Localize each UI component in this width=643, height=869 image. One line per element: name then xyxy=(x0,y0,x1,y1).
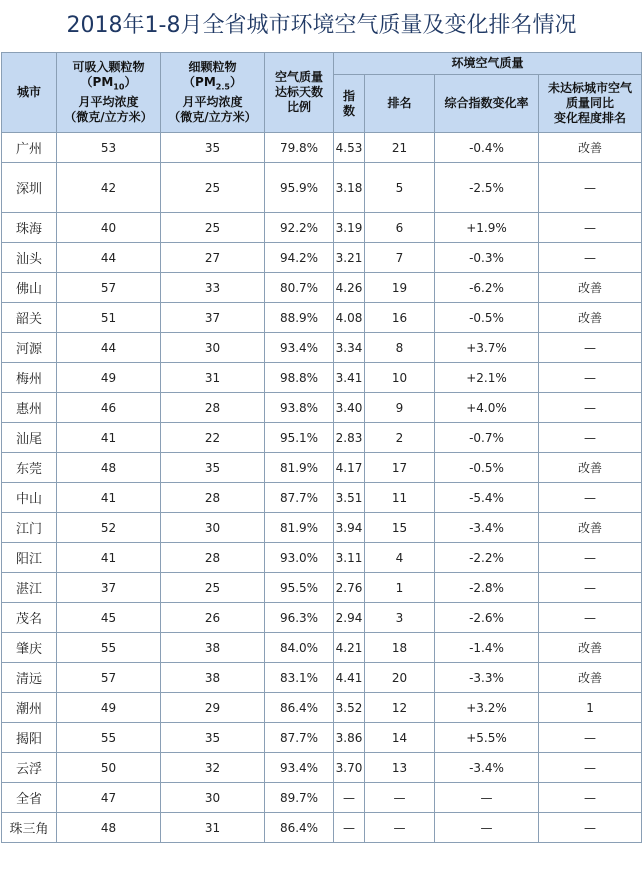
cell-change: -3.3% xyxy=(435,663,539,693)
cell-pm10: 44 xyxy=(57,243,161,273)
cell-city: 汕头 xyxy=(2,243,57,273)
header-pm25-post: ） xyxy=(229,75,242,90)
cell-index: 3.40 xyxy=(334,393,365,423)
cell-city: 梅州 xyxy=(2,363,57,393)
table-row xyxy=(2,573,642,603)
cell-nonstd: — xyxy=(539,813,642,843)
cell-pm25: 35 xyxy=(161,133,265,163)
cell-index: 2.76 xyxy=(334,573,365,603)
cell-rank: 7 xyxy=(365,243,435,273)
header-nonstd-line2: 质量同比 xyxy=(566,96,615,110)
cell-rank: 20 xyxy=(365,663,435,693)
cell-city: 揭阳 xyxy=(2,723,57,753)
cell-change: +4.0% xyxy=(435,393,539,423)
cell-pm10: 48 xyxy=(57,813,161,843)
cell-city: 汕尾 xyxy=(2,423,57,453)
cell-ratio: 93.4% xyxy=(265,333,334,363)
table-row xyxy=(2,693,642,723)
cell-pm10: 49 xyxy=(57,693,161,723)
cell-pm10: 55 xyxy=(57,723,161,753)
cell-index: 4.08 xyxy=(334,303,365,333)
cell-nonstd: — xyxy=(539,603,642,633)
cell-pm25: 25 xyxy=(161,573,265,603)
cell-pm10: 51 xyxy=(57,303,161,333)
cell-pm25: 35 xyxy=(161,723,265,753)
cell-index: 4.21 xyxy=(334,633,365,663)
cell-rank: — xyxy=(365,783,435,813)
table-row xyxy=(2,453,642,483)
table-row xyxy=(2,243,642,273)
cell-index: 3.41 xyxy=(334,363,365,393)
cell-pm25: 38 xyxy=(161,633,265,663)
cell-nonstd: 改善 xyxy=(539,453,642,483)
header-pm10-line2 xyxy=(57,75,160,94)
cell-pm25: 28 xyxy=(161,393,265,423)
cell-change: +1.9% xyxy=(435,213,539,243)
cell-ratio: 98.8% xyxy=(265,363,334,393)
cell-change: +3.2% xyxy=(435,693,539,723)
cell-nonstd: 改善 xyxy=(539,513,642,543)
cell-change: -2.8% xyxy=(435,573,539,603)
table-row xyxy=(2,513,642,543)
cell-rank: 2 xyxy=(365,423,435,453)
air-quality-table xyxy=(1,52,642,843)
header-rank: 排名 xyxy=(365,75,435,133)
cell-change: -2.2% xyxy=(435,543,539,573)
header-pm25-line1: 细颗粒物 xyxy=(188,60,237,75)
table-row xyxy=(2,363,642,393)
cell-ratio: 95.5% xyxy=(265,573,334,603)
table-row xyxy=(2,603,642,633)
cell-ratio: 94.2% xyxy=(265,243,334,273)
cell-rank: 13 xyxy=(365,753,435,783)
cell-city: 云浮 xyxy=(2,753,57,783)
cell-city: 东莞 xyxy=(2,453,57,483)
cell-nonstd: — xyxy=(539,243,642,273)
cell-rank: 4 xyxy=(365,543,435,573)
cell-rank: 16 xyxy=(365,303,435,333)
cell-pm10: 49 xyxy=(57,363,161,393)
cell-index: 4.41 xyxy=(334,663,365,693)
header-pm10-pre: （PM xyxy=(80,75,114,90)
table-row xyxy=(2,163,642,213)
cell-ratio: 95.9% xyxy=(265,163,334,213)
table-row xyxy=(2,483,642,513)
page-title: 2018年1-8月全省城市环境空气质量及变化排名情况 xyxy=(66,13,577,38)
cell-pm25: 28 xyxy=(161,483,265,513)
cell-change: -3.4% xyxy=(435,753,539,783)
cell-nonstd: — xyxy=(539,213,642,243)
cell-pm10: 57 xyxy=(57,273,161,303)
cell-change: -0.5% xyxy=(435,303,539,333)
cell-pm10: 42 xyxy=(57,163,161,213)
cell-change: -2.6% xyxy=(435,603,539,633)
header-pm10-sub: 10 xyxy=(113,82,125,92)
cell-city: 江门 xyxy=(2,513,57,543)
header-change: 综合指数变化率 xyxy=(435,75,539,133)
cell-nonstd: — xyxy=(539,753,642,783)
cell-city: 茂名 xyxy=(2,603,57,633)
cell-nonstd: 改善 xyxy=(539,303,642,333)
cell-rank: 3 xyxy=(365,603,435,633)
table-body xyxy=(2,133,642,843)
cell-nonstd: — xyxy=(539,393,642,423)
cell-pm25: 31 xyxy=(161,363,265,393)
header-ratio-line2: 达标天数 xyxy=(274,85,323,99)
cell-pm10: 41 xyxy=(57,483,161,513)
header-pm25-pre: （PM xyxy=(183,75,216,90)
cell-pm25: 38 xyxy=(161,663,265,693)
cell-city: 深圳 xyxy=(2,163,57,213)
cell-ratio: 86.4% xyxy=(265,813,334,843)
cell-ratio: 93.8% xyxy=(265,393,334,423)
header-pm25-line3: 月平均浓度 xyxy=(182,94,243,109)
cell-city: 湛江 xyxy=(2,573,57,603)
cell-city: 惠州 xyxy=(2,393,57,423)
cell-ratio: 86.4% xyxy=(265,693,334,723)
cell-index: 3.52 xyxy=(334,693,365,723)
cell-pm25: 25 xyxy=(161,163,265,213)
cell-pm25: 22 xyxy=(161,423,265,453)
cell-ratio: 89.7% xyxy=(265,783,334,813)
cell-rank: 17 xyxy=(365,453,435,483)
cell-ratio: 79.8% xyxy=(265,133,334,163)
cell-ratio: 92.2% xyxy=(265,213,334,243)
cell-pm10: 48 xyxy=(57,453,161,483)
cell-index: 3.70 xyxy=(334,753,365,783)
cell-pm10: 57 xyxy=(57,663,161,693)
cell-city: 中山 xyxy=(2,483,57,513)
cell-pm10: 53 xyxy=(57,133,161,163)
cell-pm10: 40 xyxy=(57,213,161,243)
cell-change: +3.7% xyxy=(435,333,539,363)
header-index-line1: 指 xyxy=(342,88,355,103)
header-pm25-sub: 2.5 xyxy=(215,82,230,92)
cell-city: 肇庆 xyxy=(2,633,57,663)
cell-nonstd: 1 xyxy=(539,693,642,723)
cell-change: +2.1% xyxy=(435,363,539,393)
header-ratio xyxy=(265,53,334,133)
cell-change: -3.4% xyxy=(435,513,539,543)
cell-ratio: 80.7% xyxy=(265,273,334,303)
cell-change: -0.4% xyxy=(435,133,539,163)
cell-nonstd: — xyxy=(539,333,642,363)
table-row xyxy=(2,423,642,453)
cell-pm25: 29 xyxy=(161,693,265,723)
cell-pm10: 50 xyxy=(57,753,161,783)
cell-index: 3.19 xyxy=(334,213,365,243)
cell-rank: 12 xyxy=(365,693,435,723)
cell-rank: 10 xyxy=(365,363,435,393)
header-pm25-line2 xyxy=(161,75,264,94)
cell-change: — xyxy=(435,783,539,813)
cell-index: 4.26 xyxy=(334,273,365,303)
header-pm10-line4: （微克/立方米） xyxy=(64,109,153,124)
table-row xyxy=(2,543,642,573)
cell-change: -1.4% xyxy=(435,633,539,663)
cell-pm10: 41 xyxy=(57,423,161,453)
cell-city: 珠海 xyxy=(2,213,57,243)
cell-nonstd: — xyxy=(539,423,642,453)
cell-pm25: 26 xyxy=(161,603,265,633)
cell-ratio: 88.9% xyxy=(265,303,334,333)
cell-pm10: 41 xyxy=(57,543,161,573)
cell-pm10: 47 xyxy=(57,783,161,813)
table-row xyxy=(2,213,642,243)
cell-index: 4.53 xyxy=(334,133,365,163)
cell-pm25: 30 xyxy=(161,333,265,363)
cell-index: 3.21 xyxy=(334,243,365,273)
header-pm10-line3: 月平均浓度 xyxy=(78,94,139,109)
header-city: 城市 xyxy=(2,53,57,133)
cell-ratio: 87.7% xyxy=(265,723,334,753)
cell-ratio: 87.7% xyxy=(265,483,334,513)
cell-city: 韶关 xyxy=(2,303,57,333)
header-pm25 xyxy=(161,53,265,133)
cell-nonstd: 改善 xyxy=(539,633,642,663)
cell-ratio: 84.0% xyxy=(265,633,334,663)
header-ratio-line1: 空气质量 xyxy=(274,70,323,84)
cell-change: -0.3% xyxy=(435,243,539,273)
table-row xyxy=(2,303,642,333)
cell-nonstd: — xyxy=(539,163,642,213)
cell-change: -0.7% xyxy=(435,423,539,453)
cell-nonstd: — xyxy=(539,483,642,513)
cell-change: -5.4% xyxy=(435,483,539,513)
header-aqi-group: 环境空气质量 xyxy=(334,53,642,75)
cell-pm10: 45 xyxy=(57,603,161,633)
cell-rank: 21 xyxy=(365,133,435,163)
table-row xyxy=(2,723,642,753)
cell-rank: 9 xyxy=(365,393,435,423)
header-nonstd-line3: 变化程度排名 xyxy=(554,111,627,125)
cell-index: 3.86 xyxy=(334,723,365,753)
cell-rank: — xyxy=(365,813,435,843)
cell-nonstd: — xyxy=(539,363,642,393)
cell-pm25: 28 xyxy=(161,543,265,573)
cell-pm25: 25 xyxy=(161,213,265,243)
table-row xyxy=(2,133,642,163)
cell-nonstd: — xyxy=(539,573,642,603)
table-row xyxy=(2,273,642,303)
cell-nonstd: — xyxy=(539,723,642,753)
cell-index: 3.94 xyxy=(334,513,365,543)
cell-pm25: 27 xyxy=(161,243,265,273)
table-row xyxy=(2,663,642,693)
cell-ratio: 93.4% xyxy=(265,753,334,783)
cell-index: 4.17 xyxy=(334,453,365,483)
cell-rank: 19 xyxy=(365,273,435,303)
cell-rank: 5 xyxy=(365,163,435,213)
cell-ratio: 95.1% xyxy=(265,423,334,453)
cell-rank: 15 xyxy=(365,513,435,543)
cell-change: +5.5% xyxy=(435,723,539,753)
cell-rank: 14 xyxy=(365,723,435,753)
header-ratio-line3: 比例 xyxy=(286,100,311,114)
cell-change: -6.2% xyxy=(435,273,539,303)
cell-pm10: 55 xyxy=(57,633,161,663)
cell-city: 全省 xyxy=(2,783,57,813)
cell-pm25: 30 xyxy=(161,513,265,543)
cell-change: -0.5% xyxy=(435,453,539,483)
cell-city: 河源 xyxy=(2,333,57,363)
cell-nonstd: — xyxy=(539,543,642,573)
table-row xyxy=(2,753,642,783)
cell-index: 3.51 xyxy=(334,483,365,513)
cell-index: 3.18 xyxy=(334,163,365,213)
header-nonstd xyxy=(539,75,642,133)
cell-change: — xyxy=(435,813,539,843)
header-pm10-post: ） xyxy=(124,75,137,90)
cell-rank: 8 xyxy=(365,333,435,363)
cell-nonstd: — xyxy=(539,783,642,813)
cell-city: 珠三角 xyxy=(2,813,57,843)
cell-nonstd: 改善 xyxy=(539,273,642,303)
cell-pm25: 31 xyxy=(161,813,265,843)
table-row xyxy=(2,633,642,663)
cell-index: 2.83 xyxy=(334,423,365,453)
cell-index: — xyxy=(334,813,365,843)
cell-ratio: 93.0% xyxy=(265,543,334,573)
header-pm25-line4: （微克/立方米） xyxy=(168,109,257,124)
cell-pm25: 32 xyxy=(161,753,265,783)
cell-ratio: 96.3% xyxy=(265,603,334,633)
header-pm10-line1: 可吸入颗粒物 xyxy=(72,60,145,75)
cell-index: 3.11 xyxy=(334,543,365,573)
cell-index: 2.94 xyxy=(334,603,365,633)
cell-index: 3.34 xyxy=(334,333,365,363)
header-index-line2: 数 xyxy=(342,103,355,118)
cell-city: 清远 xyxy=(2,663,57,693)
cell-change: -2.5% xyxy=(435,163,539,213)
table-row xyxy=(2,333,642,363)
table-row xyxy=(2,813,642,843)
cell-nonstd: 改善 xyxy=(539,133,642,163)
cell-nonstd: 改善 xyxy=(539,663,642,693)
cell-city: 广州 xyxy=(2,133,57,163)
cell-pm10: 37 xyxy=(57,573,161,603)
header-nonstd-line1: 未达标城市空气 xyxy=(548,81,633,95)
cell-ratio: 81.9% xyxy=(265,453,334,483)
cell-rank: 1 xyxy=(365,573,435,603)
cell-pm25: 35 xyxy=(161,453,265,483)
cell-pm10: 52 xyxy=(57,513,161,543)
cell-pm10: 46 xyxy=(57,393,161,423)
header-index xyxy=(334,75,365,133)
cell-city: 佛山 xyxy=(2,273,57,303)
cell-rank: 11 xyxy=(365,483,435,513)
cell-pm25: 37 xyxy=(161,303,265,333)
cell-rank: 6 xyxy=(365,213,435,243)
cell-pm10: 44 xyxy=(57,333,161,363)
cell-city: 潮州 xyxy=(2,693,57,723)
table-row xyxy=(2,783,642,813)
cell-index: — xyxy=(334,783,365,813)
cell-pm25: 33 xyxy=(161,273,265,303)
cell-city: 阳江 xyxy=(2,543,57,573)
table-row xyxy=(2,393,642,423)
cell-pm25: 30 xyxy=(161,783,265,813)
header-pm10 xyxy=(57,53,161,133)
cell-ratio: 81.9% xyxy=(265,513,334,543)
cell-ratio: 83.1% xyxy=(265,663,334,693)
cell-rank: 18 xyxy=(365,633,435,663)
